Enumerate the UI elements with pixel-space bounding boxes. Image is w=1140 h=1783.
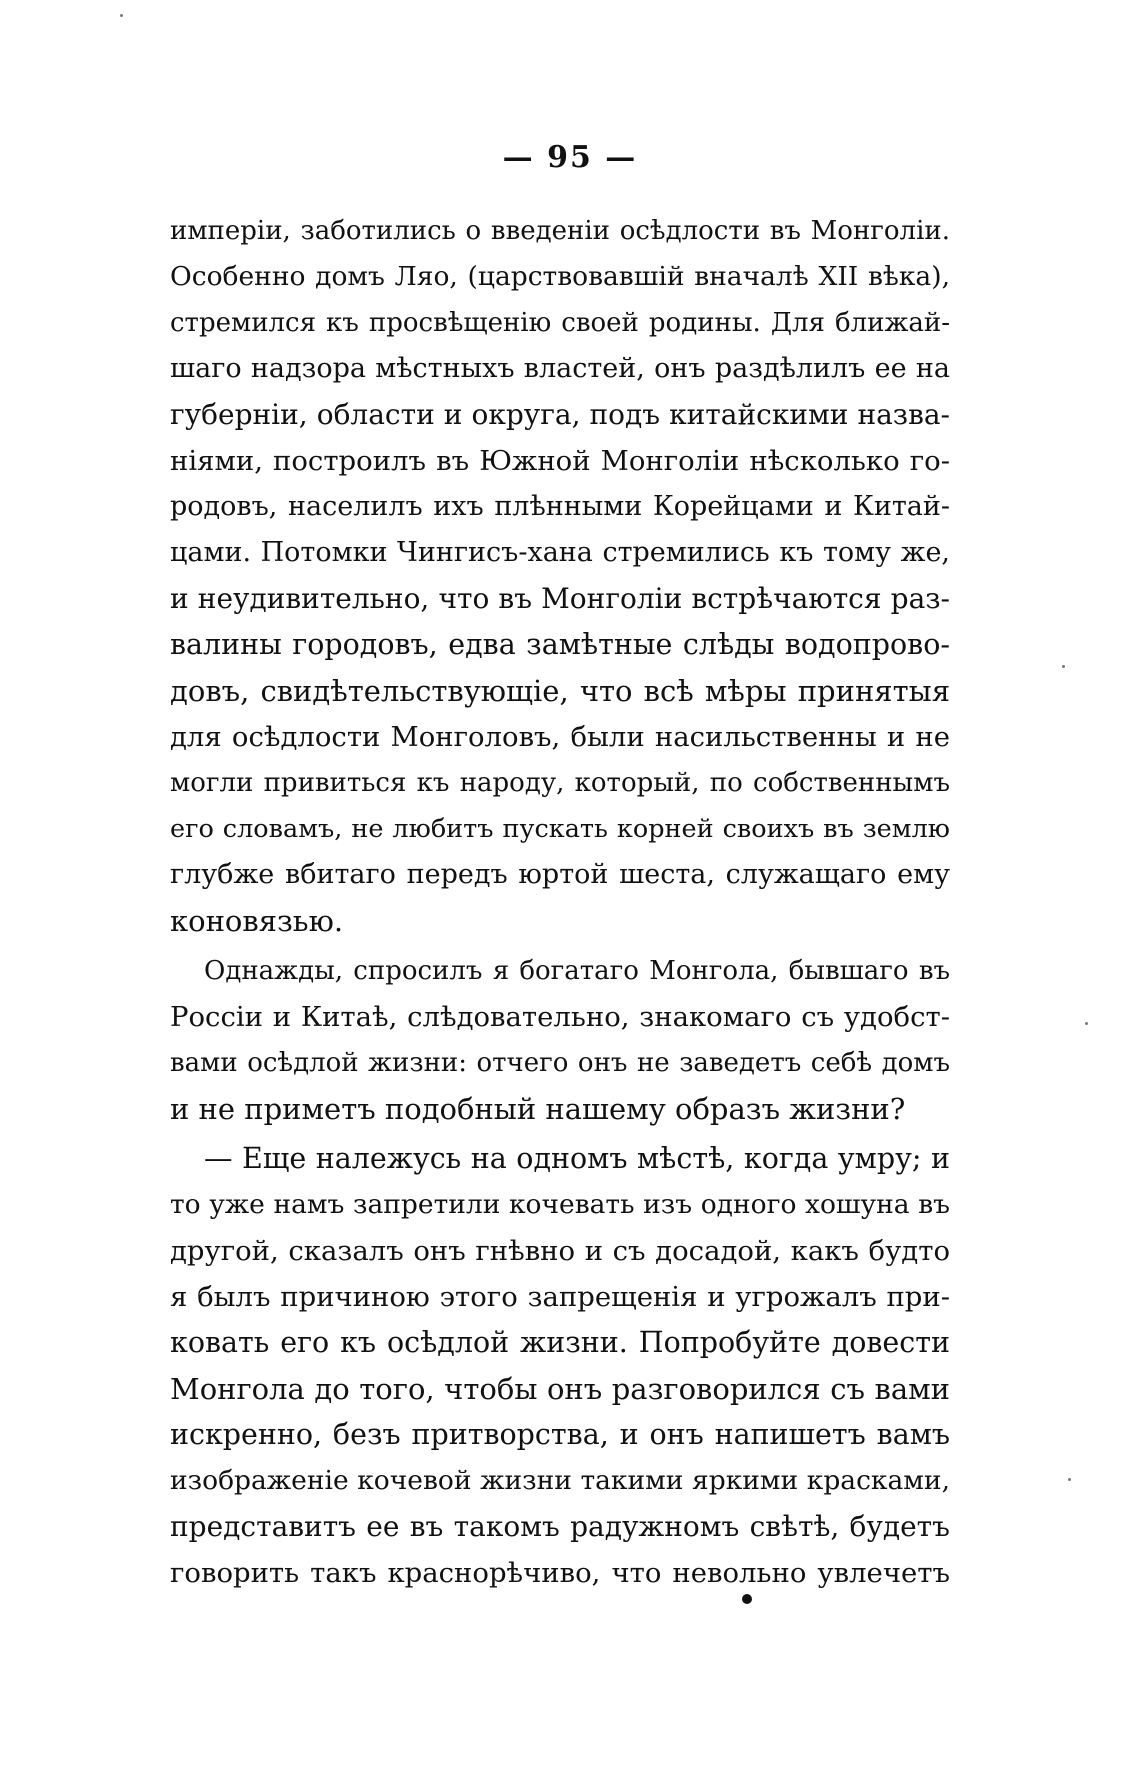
- text-line: Особенно домъ Ляо, (царствовавшій вначалѣ XII вѣка),: [170, 261, 950, 292]
- text-line: родовъ, населилъ ихъ плѣнными Корейцами и Китай-: [170, 491, 950, 522]
- page-number: — 95 —: [502, 140, 638, 175]
- text-line: другой, сказалъ онъ гнѣвно и съ досадой, какъ будто: [170, 1235, 950, 1267]
- text-line: валины городовъ, едва замѣтные слѣды водопрово-: [170, 628, 950, 661]
- text-line: шаго надзора мѣстныхъ властей, онъ раздѣлилъ ее на: [170, 353, 950, 384]
- text-line: — Еще належусь на одномъ мѣстѣ, когда умру; и: [204, 1142, 950, 1175]
- body-text: [170, 208, 950, 1596]
- paragraph-2: [170, 948, 950, 1132]
- text-line: для осѣдлости Монголовъ, были насильственны и не: [170, 721, 950, 753]
- text-line: довъ, свидѣтельствующіе, что всѣ мѣры принятыя: [170, 674, 950, 708]
- text-line: стремился къ просвѣщенію своей родины. Для ближай-: [170, 308, 950, 338]
- text-line: Монгола до того, чтобы онъ разговорился съ вами: [170, 1372, 950, 1406]
- text-line: изображеніе кочевой жизни такими яркими красками,: [170, 1465, 950, 1496]
- text-line: коновязью.: [170, 904, 344, 938]
- text-line: говорить такъ краснорѣчиво, что невольно увлечетъ: [170, 1557, 950, 1589]
- text-line: могли привиться къ народу, который, по собственнымъ: [170, 768, 950, 798]
- text-line: то уже намъ запретили кочевать изъ одного хошуна въ: [170, 1189, 950, 1220]
- text-line: имперіи, заботились о введеніи осѣдлости въ Монголіи.: [170, 216, 950, 246]
- text-line: и неудивительно, что въ Монголіи встрѣчаются раз-: [170, 582, 950, 615]
- text-line: глубже вбитаго передъ юртой шеста, служащаго ему: [170, 859, 950, 890]
- ink-dot: [742, 1594, 752, 1604]
- text-line: представитъ ее въ такомъ радужномъ свѣтѣ, будетъ: [170, 1510, 950, 1543]
- text-line: и не приметъ подобный нашему образъ жизни?: [170, 1092, 906, 1126]
- paper-speck: [1068, 1478, 1071, 1481]
- text-line: губерніи, области и округа, подъ китайскими назва-: [170, 398, 950, 431]
- text-line: вами осѣдлой жизни: отчего онъ не заведетъ себѣ домъ: [170, 1048, 950, 1078]
- text-line: Россіи и Китаѣ, слѣдовательно, знакомаго съ удобст-: [170, 1001, 950, 1033]
- text-line: искренно, безъ притворства, и онъ напишетъ вамъ: [170, 1418, 950, 1451]
- text-line: я былъ причиною этого запрещенія и угрожалъ при-: [170, 1281, 950, 1313]
- paper-speck: [1085, 1022, 1088, 1025]
- text-line: ковать его къ осѣдлой жизни. Попробуйте довести: [170, 1326, 950, 1359]
- paper-speck: [120, 14, 123, 17]
- text-line: ніями, построилъ въ Южной Монголіи нѣсколько го-: [170, 445, 950, 477]
- text-line: его словамъ, не любитъ пускать корней своихъ въ землю: [170, 814, 950, 844]
- paragraph-3: [170, 1136, 950, 1596]
- paper-speck: [1062, 665, 1065, 668]
- text-line: Однажды, спросилъ я богатаго Монгола, бывшаго въ: [204, 956, 950, 986]
- paragraph-1: [170, 208, 950, 944]
- text-line: цами. Потомки Чингисъ-хана стремились къ тому же,: [170, 537, 950, 568]
